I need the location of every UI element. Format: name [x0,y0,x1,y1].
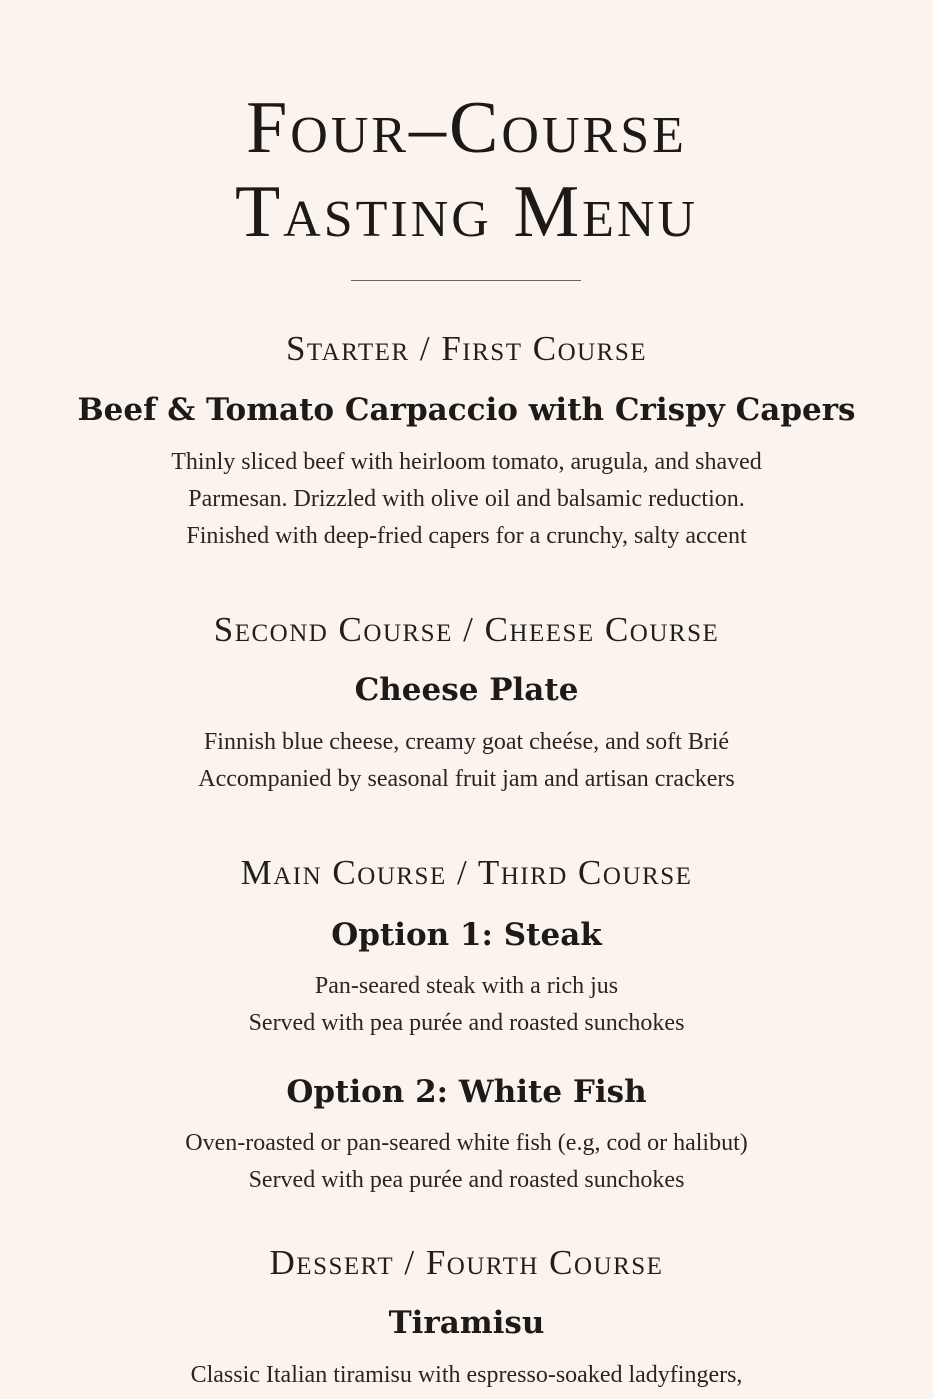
dish-description-steak [0,968,933,1042]
dish-title-steak: Option 1: Steak [331,917,602,953]
dish-title-white-fish: Option 2: White Fish [286,1074,647,1110]
dish-title-cheese-plate: Cheese Plate [354,672,579,708]
description-line: Pan-seared steak with a rich jus [314,973,619,999]
menu-title-line-1: Four–Course [246,87,687,169]
menu-title [0,86,933,254]
description-line: Classic Italian tiramisu with espresso-soaked ladyfingers, [190,1362,743,1388]
description-line: Oven-roasted or pan-seared white fish (e.g, cod or halibut) [185,1130,748,1156]
dish-description-white-fish [0,1125,933,1199]
dish-title-carpaccio: Beef & Tomato Carpaccio with Crispy Capers [77,392,856,428]
description-line: Parmesan. Drizzled with olive oil and balsamic reduction. [188,486,745,512]
course-heading-starter: Starter / First Course [285,329,648,368]
description-line: Served with pea purée and roasted sunchokes [248,1010,685,1036]
course-heading-cheese: Second Course / Cheese Course [213,610,720,649]
title-divider [351,280,581,281]
menu-title-line-2: Tasting Menu [234,171,699,253]
description-line: Finished with deep-fried capers for a crunchy, salty accent [186,523,747,549]
course-heading-main: Main Course / Third Course [240,853,693,892]
dish-title-tiramisu: Tiramisu [388,1305,545,1341]
course-heading-dessert: Dessert / Fourth Course [269,1243,664,1282]
description-line: Finnish blue cheese, creamy goat cheése, and soft Brié [203,729,730,755]
dish-description-tiramisu [0,1357,933,1394]
description-line: Accompanied by seasonal fruit jam and artisan crackers [198,766,735,792]
description-line: Thinly sliced beef with heirloom tomato, arugula, and shaved [171,449,762,475]
dish-description-carpaccio [0,444,933,555]
description-line: Served with pea purée and roasted sunchokes [248,1167,685,1193]
dish-description-cheese-plate [0,724,933,798]
